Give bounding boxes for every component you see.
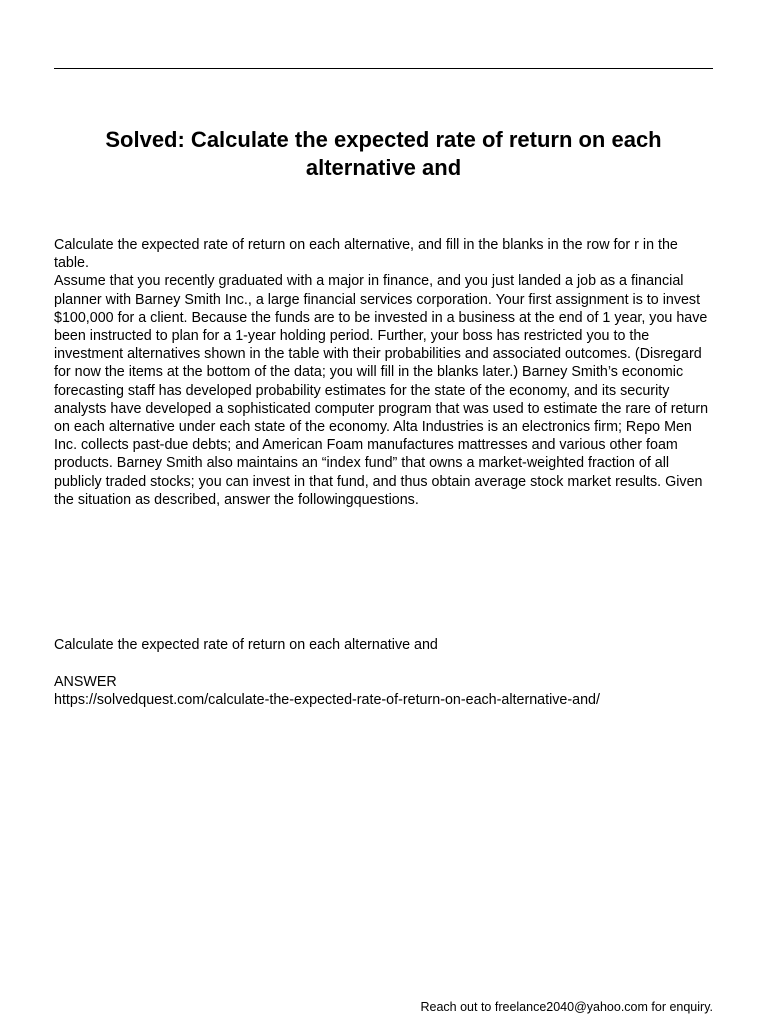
question-summary: Calculate the expected rate of return on each alternative and	[54, 637, 438, 653]
question-body	[54, 236, 716, 509]
contact-footer: Reach out to freelance2040@yahoo.com for enquiry.	[420, 1000, 713, 1014]
answer-label: ANSWER	[54, 674, 117, 690]
question-scenario: Assume that you recently graduated with a major in finance, and you just landed a job as a financial planner with Barney Smith Inc., a large financial services corporation. Your first assignment is to invest $100,000 for a client. Because the funds are to be invested in a business at the end of 1 year, you have been instructed to plan for a 1-year holding period. Further, your boss has restricted you to the investment alternatives shown in the table with their probabilities and associated outcomes. (Disregard for now the items at the bottom of the data; you will fill in the blanks later.) Barney Smith’s economic forecasting staff has developed probability estimates for the state of the economy, and its security analysts have developed a sophisticated computer program that was used to estimate the rare of return on each alternative under each state of the economy. Alta Industries is an electronics firm; Repo Men Inc. collects past-due debts; and American Foam manufactures mattresses and various other foam products. Barney Smith also maintains an “index fund” that owns a market-weighted fraction of all publicly traded stocks; you can invest in that fund, and thus obtain average stock market results. Given the situation as described, answer the followingquestions.	[54, 273, 709, 508]
top-divider	[54, 68, 713, 69]
question-instruction: Calculate the expected rate of return on each alternative, and fill in the blanks in the row for r in the table.	[54, 237, 678, 272]
page-title: Solved: Calculate the expected rate of return on each alternative and	[105, 127, 662, 180]
answer-section	[54, 673, 600, 709]
answer-link[interactable]: https://solvedquest.com/calculate-the-expected-rate-of-return-on-each-alternative-and/	[54, 692, 600, 708]
